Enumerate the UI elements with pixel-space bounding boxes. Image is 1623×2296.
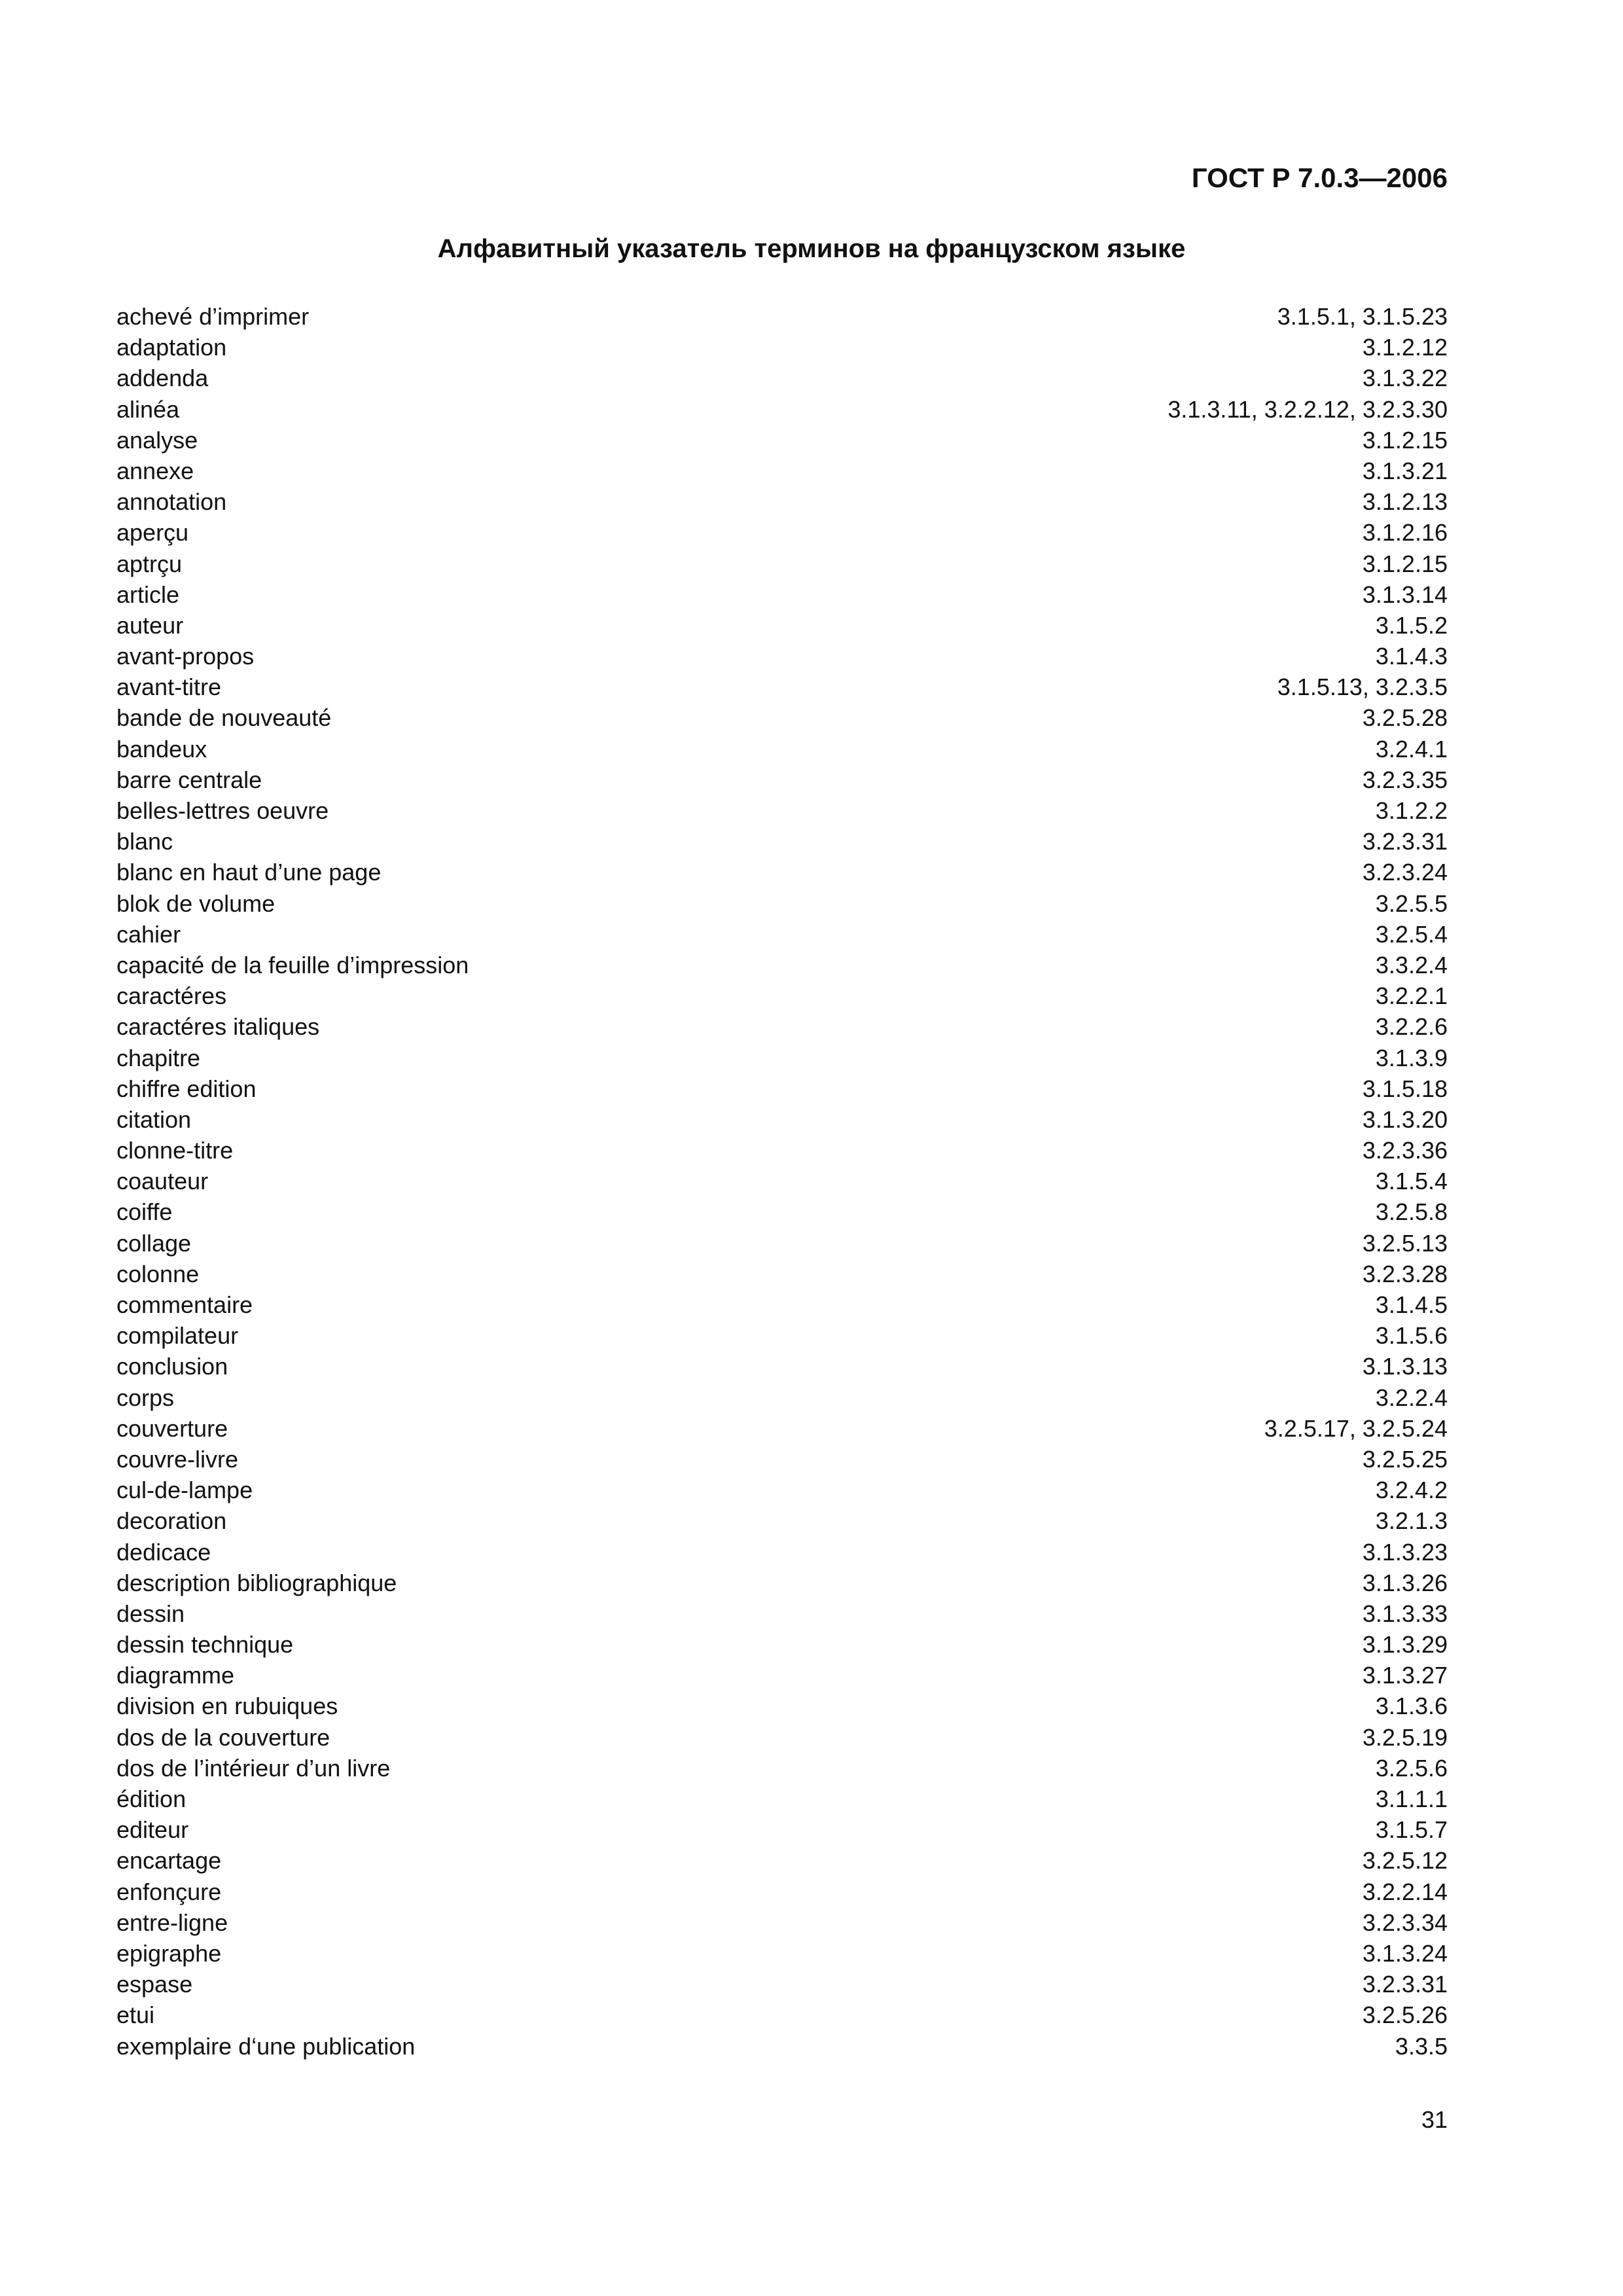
index-reference: 3.2.3.35: [1362, 766, 1448, 793]
list-item: [116, 1073, 1448, 1104]
list-item: [116, 1011, 1448, 1042]
list-item: [116, 1629, 1448, 1660]
index-term: collage: [116, 1229, 192, 1257]
index-term: clonne-titre: [116, 1137, 234, 1164]
index-term: coiffe: [116, 1198, 173, 1226]
list-item: [116, 795, 1448, 826]
index-reference: 3.1.5.18: [1362, 1075, 1448, 1102]
list-item: [116, 1259, 1448, 1289]
list-item: [116, 641, 1448, 672]
index-reference: 3.1.5.13, 3.2.3.5: [1277, 673, 1448, 701]
index-term: dos de la couverture: [116, 1723, 330, 1751]
index-term: aptrçu: [116, 550, 183, 577]
list-item: [116, 394, 1448, 425]
list-item: [116, 1104, 1448, 1135]
index-reference: 3.1.3.11, 3.2.2.12, 3.2.3.30: [1168, 395, 1448, 423]
index-reference: 3.1.3.13: [1362, 1353, 1448, 1380]
list-item: [116, 1043, 1448, 1073]
index-reference: 3.1.1.1: [1375, 1785, 1448, 1812]
index-term: achevé d’imprimer: [116, 303, 310, 330]
index-term: bande de nouveauté: [116, 704, 332, 732]
list-item: [116, 1351, 1448, 1382]
list-item: [116, 1598, 1448, 1629]
list-item: [116, 2031, 1448, 2062]
index-term: barre centrale: [116, 766, 262, 793]
index-term: annotation: [116, 488, 227, 516]
list-item: [116, 950, 1448, 980]
list-item: [116, 1382, 1448, 1413]
index-reference: 3.1.3.23: [1362, 1538, 1448, 1566]
index-reference: 3.1.4.3: [1375, 643, 1448, 670]
list-item: [116, 826, 1448, 857]
index-reference: 3.1.2.16: [1362, 519, 1448, 547]
index-term: blanc en haut d’une page: [116, 859, 382, 886]
index-term: diagramme: [116, 1662, 235, 1689]
index-reference: 3.2.2.6: [1375, 1013, 1448, 1041]
index-reference: 3.1.3.26: [1362, 1569, 1448, 1596]
index-reference: 3.2.3.31: [1362, 1971, 1448, 1998]
index-reference: 3.1.3.29: [1362, 1631, 1448, 1659]
index-term: caractéres: [116, 982, 227, 1010]
index-term: coauteur: [116, 1168, 209, 1195]
index-reference: 3.1.3.27: [1362, 1662, 1448, 1689]
index-term: espase: [116, 1971, 193, 1998]
index-reference: 3.2.4.1: [1375, 735, 1448, 762]
index-term: decoration: [116, 1507, 227, 1535]
index-term: article: [116, 581, 180, 608]
index-term: entre-ligne: [116, 1909, 228, 1936]
index-term: édition: [116, 1785, 187, 1812]
list-item: [116, 1320, 1448, 1351]
index-reference: 3.2.5.12: [1362, 1847, 1448, 1874]
index-term: commentaire: [116, 1291, 253, 1318]
index-term: epigraphe: [116, 1939, 222, 1967]
index-term: addenda: [116, 365, 209, 392]
index-reference: 3.2.2.14: [1362, 1878, 1448, 1905]
list-item: [116, 1784, 1448, 1814]
index-reference: 3.1.2.13: [1362, 488, 1448, 516]
index-term: capacité de la feuille d’impression: [116, 951, 469, 978]
list-item: [116, 1444, 1448, 1475]
index-reference: 3.2.5.17, 3.2.5.24: [1264, 1414, 1448, 1442]
index-term: avant-propos: [116, 643, 255, 670]
list-item: [116, 1753, 1448, 1784]
list-item: [116, 1475, 1448, 1505]
index-reference: 3.2.3.28: [1362, 1260, 1448, 1287]
index-term: description bibliographique: [116, 1569, 397, 1596]
list-item: [116, 734, 1448, 764]
index-reference: 3.3.2.4: [1375, 951, 1448, 978]
list-item: [116, 456, 1448, 486]
list-item: [116, 579, 1448, 610]
index-reference: 3.2.3.34: [1362, 1909, 1448, 1936]
index-term: editeur: [116, 1816, 189, 1844]
list-item: [116, 1845, 1448, 1876]
index-reference: 3.2.5.13: [1362, 1229, 1448, 1257]
index-reference: 3.3.5: [1395, 2032, 1448, 2060]
list-item: [116, 610, 1448, 641]
list-item: [116, 1505, 1448, 1536]
list-item: [116, 1537, 1448, 1568]
index-reference: 3.2.5.25: [1362, 1445, 1448, 1473]
list-item: [116, 1135, 1448, 1166]
index-term: blanc: [116, 828, 173, 855]
index-reference: 3.2.5.5: [1375, 889, 1448, 917]
index-term: dessin technique: [116, 1631, 294, 1659]
list-item: [116, 1166, 1448, 1196]
index-reference: 3.1.3.22: [1362, 365, 1448, 392]
list-item: [116, 888, 1448, 919]
list-item: [116, 1289, 1448, 1320]
list-item: [116, 1722, 1448, 1753]
index-reference: 3.2.3.24: [1362, 859, 1448, 886]
list-item: [116, 1876, 1448, 1907]
index-term: caractéres italiques: [116, 1013, 320, 1041]
index-reference: 3.1.5.4: [1375, 1168, 1448, 1195]
index-reference: 3.2.2.4: [1375, 1384, 1448, 1411]
list-item: [116, 2000, 1448, 2030]
index-reference: 3.1.3.14: [1362, 581, 1448, 608]
index-term: couverture: [116, 1414, 228, 1442]
list-item: [116, 672, 1448, 702]
list-item: [116, 1196, 1448, 1227]
index-reference: 3.1.2.15: [1362, 550, 1448, 577]
index-term: cul-de-lampe: [116, 1477, 253, 1504]
index-reference: 3.1.3.6: [1375, 1693, 1448, 1720]
index-term: bandeux: [116, 735, 207, 762]
index-term: belles-lettres oeuvre: [116, 797, 329, 824]
list-item: [116, 1228, 1448, 1259]
list-item: [116, 1907, 1448, 1938]
index-term: cahier: [116, 920, 181, 948]
index-reference: 3.1.5.6: [1375, 1322, 1448, 1350]
index-term: chapitre: [116, 1044, 201, 1071]
index-term: division en rubuiques: [116, 1693, 338, 1720]
index-reference: 3.1.5.1, 3.1.5.23: [1277, 303, 1448, 330]
index-term: adaptation: [116, 334, 227, 361]
index-term: citation: [116, 1105, 192, 1133]
index-term: dessin: [116, 1600, 185, 1627]
list-item: [116, 764, 1448, 795]
page-title: Алфавитный указатель терминов на французском языке: [437, 234, 1186, 263]
index-term: couvre-livre: [116, 1445, 239, 1473]
index-reference: 3.2.5.8: [1375, 1198, 1448, 1226]
index-reference: 3.1.3.24: [1362, 1939, 1448, 1967]
term-index-list: [116, 301, 1448, 2062]
list-item: [116, 517, 1448, 548]
index-term: enfonçure: [116, 1878, 222, 1905]
index-term: annexe: [116, 457, 194, 484]
index-reference: 3.2.5.19: [1362, 1723, 1448, 1751]
index-reference: 3.2.3.31: [1362, 828, 1448, 855]
list-item: [116, 702, 1448, 733]
index-term: corps: [116, 1384, 175, 1411]
index-reference: 3.1.2.15: [1362, 426, 1448, 454]
list-item: [116, 1568, 1448, 1598]
index-term: colonne: [116, 1260, 200, 1287]
index-term: aperçu: [116, 519, 189, 547]
index-term: chiffre edition: [116, 1075, 257, 1102]
index-term: blok de volume: [116, 889, 276, 917]
index-reference: 3.1.3.33: [1362, 1600, 1448, 1627]
index-reference: 3.2.4.2: [1375, 1477, 1448, 1504]
list-item: [116, 363, 1448, 393]
list-item: [116, 548, 1448, 579]
list-item: [116, 1413, 1448, 1444]
index-term: dedicace: [116, 1538, 211, 1566]
list-item: [116, 1938, 1448, 1969]
list-item: [116, 301, 1448, 332]
index-term: avant-titre: [116, 673, 222, 701]
list-item: [116, 919, 1448, 950]
index-term: auteur: [116, 611, 184, 639]
list-item: [116, 1969, 1448, 2000]
index-term: analyse: [116, 426, 198, 454]
index-reference: 3.1.4.5: [1375, 1291, 1448, 1318]
list-item: [116, 1660, 1448, 1691]
index-reference: 3.2.5.4: [1375, 920, 1448, 948]
index-reference: 3.1.5.2: [1375, 611, 1448, 639]
list-item: [116, 980, 1448, 1011]
index-term: compilateur: [116, 1322, 239, 1350]
index-reference: 3.1.2.12: [1362, 334, 1448, 361]
index-reference: 3.2.5.28: [1362, 704, 1448, 732]
index-term: exemplaire d‘une publication: [116, 2032, 416, 2060]
page-number: 31: [1421, 2106, 1448, 2133]
list-item: [116, 857, 1448, 888]
list-item: [116, 425, 1448, 456]
index-term: dos de l’intérieur d’un livre: [116, 1754, 391, 1782]
index-reference: 3.1.3.9: [1375, 1044, 1448, 1071]
index-reference: 3.2.5.26: [1362, 2001, 1448, 2029]
list-item: [116, 332, 1448, 363]
list-item: [116, 486, 1448, 517]
index-term: encartage: [116, 1847, 222, 1874]
index-term: etui: [116, 2001, 155, 2029]
index-reference: 3.2.3.36: [1362, 1137, 1448, 1164]
document-code: ГОСТ Р 7.0.3—2006: [1191, 162, 1448, 193]
index-reference: 3.2.5.6: [1375, 1754, 1448, 1782]
index-reference: 3.1.2.2: [1375, 797, 1448, 824]
list-item: [116, 1814, 1448, 1845]
index-reference: 3.2.1.3: [1375, 1507, 1448, 1535]
list-item: [116, 1691, 1448, 1721]
index-reference: 3.2.2.1: [1375, 982, 1448, 1010]
index-reference: 3.1.3.21: [1362, 457, 1448, 484]
index-reference: 3.1.5.7: [1375, 1816, 1448, 1844]
index-reference: 3.1.3.20: [1362, 1105, 1448, 1133]
index-term: conclusion: [116, 1353, 228, 1380]
index-term: alinéa: [116, 395, 180, 423]
